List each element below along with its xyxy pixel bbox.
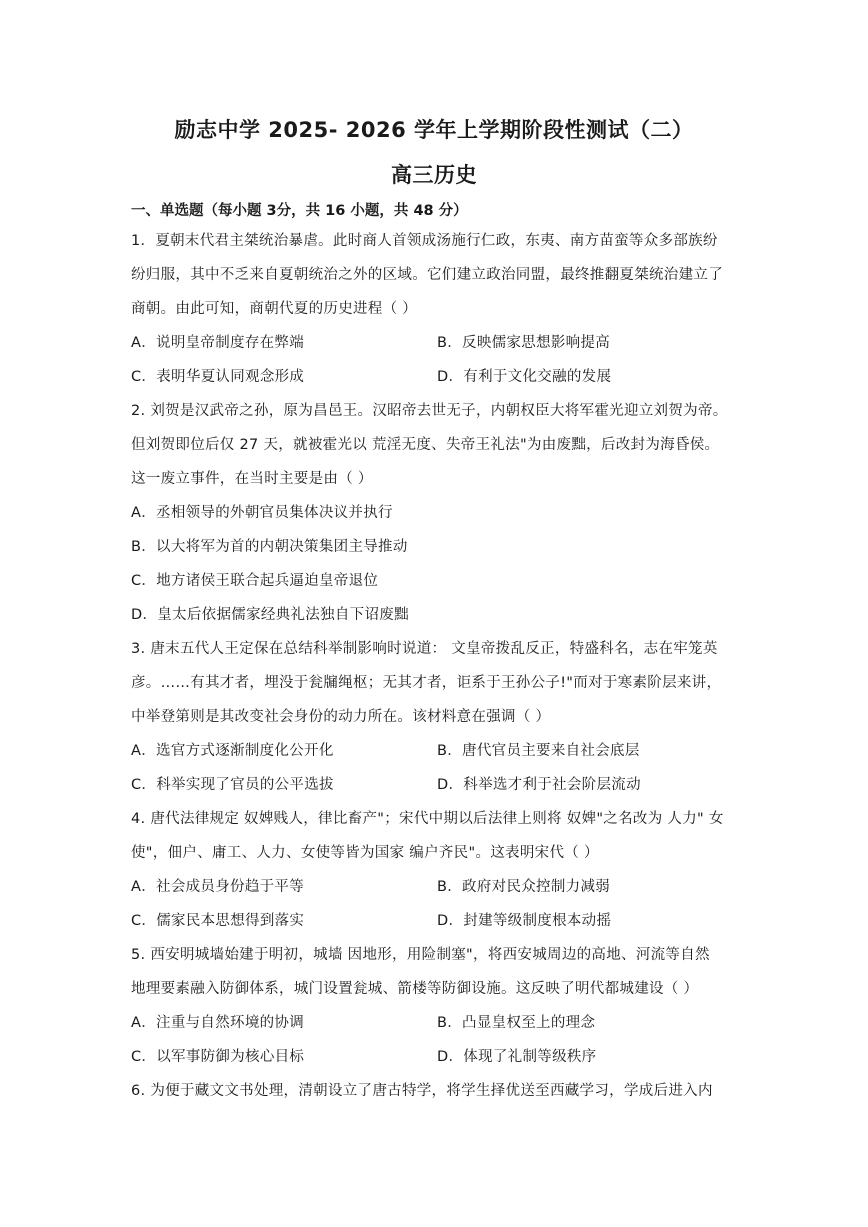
q3-option-c: C．科举实现了官员的公平选拔 bbox=[131, 777, 334, 793]
q3-stem-line-1: 3. 唐末五代人王定保在总结科举制影响时说道： 文皇帝拨乱反正，特盛科名，志在牢笼英 bbox=[131, 641, 718, 657]
q2-option-b: B．以大将军为首的内朝决策集团主导推动 bbox=[131, 539, 408, 555]
q3-stem-line-2: 彦。……有其才者，埋没于瓮牖绳枢；无其才者，讵系于王孙公子!"而对于寒素阶层来讲， bbox=[131, 675, 722, 691]
q4-stem-line-2: 使"，佃户、庸工、人力、女使等皆为国家 编户齐民"。这表明宋代（ ） bbox=[131, 845, 599, 861]
q3-option-d: D．科举选才利于社会阶层流动 bbox=[437, 777, 641, 793]
q4-option-b: B．政府对民众控制力减弱 bbox=[437, 879, 611, 895]
q2-option-c: C．地方诸侯王联合起兵逼迫皇帝退位 bbox=[131, 573, 379, 589]
q4-option-a: A．社会成员身份趋于平等 bbox=[131, 879, 305, 895]
q4-stem-line-1: 4. 唐代法律规定 奴婢贱人，律比畜产"；宋代中期以后法律上则将 奴婢"之名改为 人力" 女 bbox=[131, 811, 724, 827]
q4-option-c: C．儒家民本思想得到落实 bbox=[131, 913, 305, 929]
q5-option-d: D．体现了礼制等级秩序 bbox=[437, 1049, 597, 1065]
q3-option-a: A．选官方式逐渐制度化公开化 bbox=[131, 743, 334, 759]
q2-stem-line-2: 但刘贺即位后仅 27 天，就被霍光以 荒淫无度、失帝王礼法"为由废黜，后改封为海昏侯。 bbox=[131, 437, 720, 453]
q2-option-a: A．丞相领导的外朝官员集体决议并执行 bbox=[131, 505, 393, 521]
q1-stem-line-2: 纷归服，其中不乏来自夏朝统治之外的区域。它们建立政治同盟，最终推翻夏桀统治建立了 bbox=[131, 267, 723, 283]
q1-option-d: D．有利于文化交融的发展 bbox=[437, 369, 612, 385]
exam-title: 励志中学 2025- 2026 学年上学期阶段性测试（二） bbox=[174, 118, 694, 142]
q5-option-a: A．注重与自然环境的协调 bbox=[131, 1015, 305, 1031]
q4-option-d: D．封建等级制度根本动摇 bbox=[437, 913, 612, 929]
q5-stem-line-1: 5. 西安明城墙始建于明初，城墙 因地形，用险制塞"，将西安城周边的高地、河流等自然 bbox=[131, 947, 710, 963]
exam-subject: 高三历史 bbox=[391, 163, 477, 187]
q5-option-b: B．凸显皇权至上的理念 bbox=[437, 1015, 596, 1031]
q5-option-c: C．以军事防御为核心目标 bbox=[131, 1049, 305, 1065]
q2-stem-line-3: 这一废立事件，在当时主要是由（ ） bbox=[131, 471, 373, 487]
q1-option-b: B．反映儒家思想影响提高 bbox=[437, 335, 611, 351]
q5-stem-line-2: 地理要素融入防御体系，城门设置瓮城、箭楼等防御设施。这反映了明代都城建设（ ） bbox=[131, 981, 699, 997]
q1-stem-line-1: 1．夏朝末代君主桀统治暴虐。此时商人首领成汤施行仁政，东夷、南方苗蛮等众多部族纷 bbox=[131, 233, 718, 249]
q1-option-c: C．表明华夏认同观念形成 bbox=[131, 369, 305, 385]
q6-stem-line-1: 6. 为便于藏文文书处理，清朝设立了唐古特学，将学生择优送至西藏学习，学成后进入内 bbox=[131, 1083, 713, 1099]
section-heading: 一、单选题（每小题 3分，共 16 小题，共 48 分） bbox=[131, 203, 468, 219]
q1-option-a: A．说明皇帝制度存在弊端 bbox=[131, 335, 305, 351]
q2-option-d: D．皇太后依据儒家经典礼法独自下诏废黜 bbox=[131, 607, 409, 623]
q2-stem-line-1: 2. 刘贺是汉武帝之孙，原为昌邑王。汉昭帝去世无子，内朝权臣大将军霍光迎立刘贺为帝。 bbox=[131, 403, 728, 419]
q3-stem-line-3: 中举登第则是其改变社会身份的动力所在。该材料意在强调（ ） bbox=[131, 709, 551, 725]
q1-stem-line-3: 商朝。由此可知，商朝代夏的历史进程（ ） bbox=[131, 301, 418, 317]
q3-option-b: B．唐代官员主要来自社会底层 bbox=[437, 743, 640, 759]
